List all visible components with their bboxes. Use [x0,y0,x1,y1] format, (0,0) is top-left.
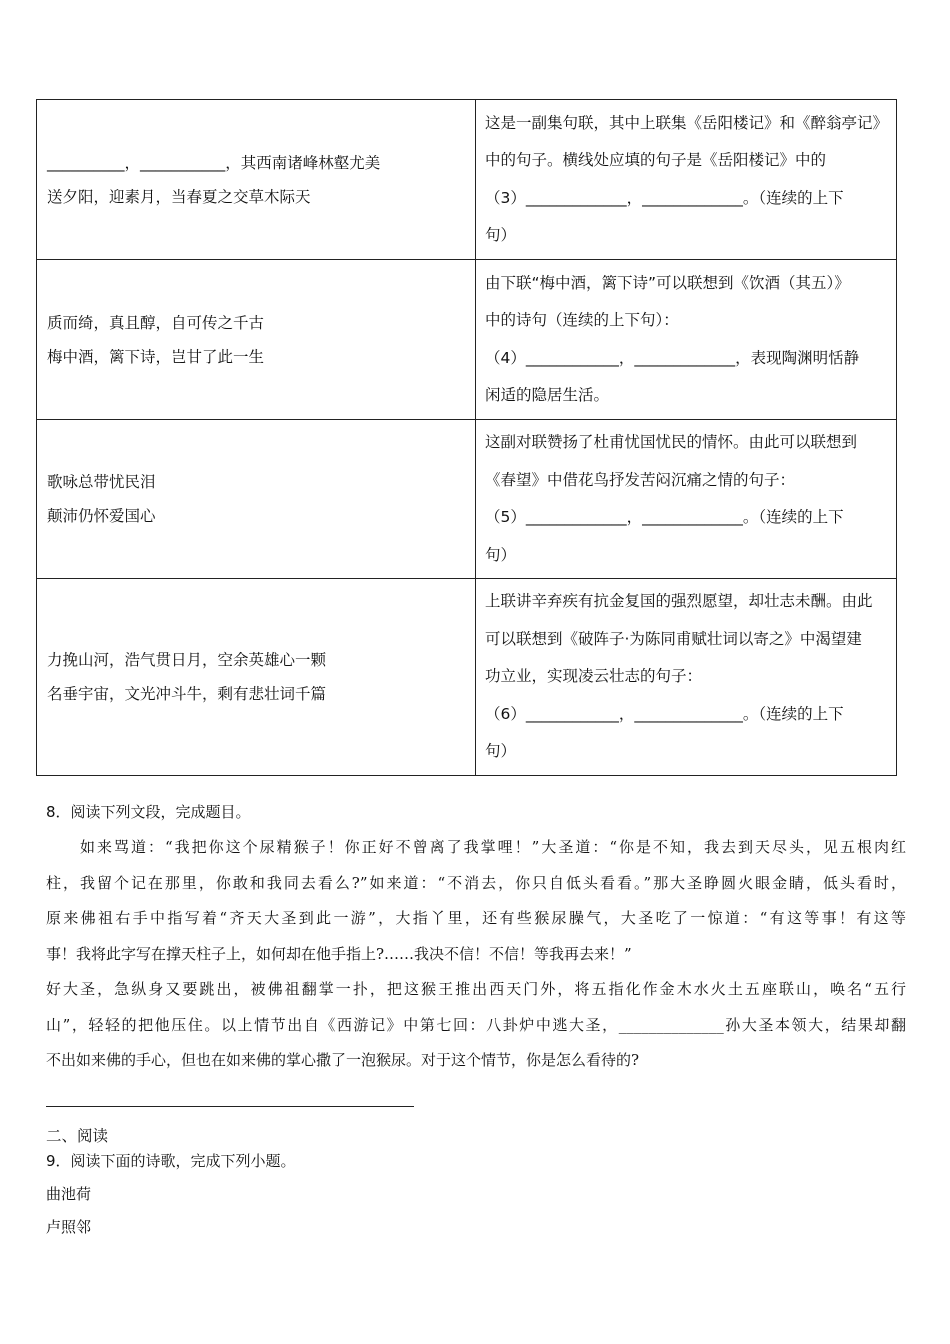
couplet-line: 名垂宇宙，文光冲斗牛，剩有悲壮词千篇 [47,685,327,703]
question-line: 中的诗句（连续的上下句）： [485,311,679,329]
question-line: 可以联想到《破阵子·为陈同甫赋壮词以寄之》中渴望建 [485,629,862,648]
question-line: 这是一副集句联，其中上联集《岳阳楼记》和《醉翁亭记》 [485,113,889,132]
passage-line: 山”，轻轻的把他压住。以上情节出自《西游记》中第七回：八卦炉中逃大圣，______________孙大圣本领大，结果却翻 [46,1016,906,1034]
question-cell [476,260,897,420]
question-cell [476,579,897,776]
question-line: 句） [485,545,517,564]
question-line: 闲适的隐居生活。 [485,386,610,404]
couplet-line: 颠沛仍怀爱国心 [47,507,156,525]
question-line: （6）____________，______________。（连续的上下 [485,704,844,723]
question-line: 句） [485,742,517,761]
poem-author: 卢照邻 [46,1218,92,1236]
passage-line: 不出如来佛的手心，但也在如来佛的掌心撒了一泡猴尿。对于这个情节，你是怎么看待的? [46,1051,640,1069]
question-line: （5）_____________，_____________。（连续的上下 [485,508,844,526]
couplet-line: __________，___________，其西南诸峰林壑尤美 [47,153,381,172]
table-row [37,420,897,579]
poem-title: 曲池荷 [46,1185,92,1203]
answer-blank-line[interactable] [46,1106,414,1107]
question-line: 句） [485,226,517,244]
passage-line: 原来佛祖右手中指写着“齐天大圣到此一游”，大指丫里，还有些猴尿臊气，大圣吃了一惊道：“有这等事！有这等 [46,909,906,927]
couplet-cell [37,579,476,776]
question-line: 由下联“梅中酒，篱下诗”可以联想到《饮酒（其五）》 [485,273,850,292]
couplet-line: 梅中酒，篱下诗，岂甘了此一生 [47,347,265,366]
passage-line: 事！我将此字写在撑天柱子上，如何却在他手指上?……我决不信！不信！等我再去来！” [46,945,632,963]
section-heading: 二、阅读 [46,1127,109,1145]
passage-line: 如来骂道：“我把你这个尿精猴子！你正好不曾离了我掌哩！”大圣道：“你是不知，我去到天尽头，见五根肉红 [46,838,906,856]
couplet-line: 歌咏总带忧民泪 [47,473,156,491]
question-9-title: 9．阅读下面的诗歌，完成下列小题。 [46,1152,296,1170]
question-line: 上联讲辛弃疾有抗金复国的强烈愿望，却壮志未酬。由此 [485,592,873,611]
question-line: 功立业，实现凌云壮志的句子： [485,667,703,686]
table-row [37,100,897,260]
question-line: 《春望》中借花鸟抒发苦闷沉痛之情的句子： [485,470,796,489]
question-line: （4）____________，_____________，表现陶渊明恬静 [485,348,860,367]
passage-line: 好大圣，急纵身又要跳出，被佛祖翻掌一扑，把这猴王推出西天门外，将五指化作金木水火土五座联山，唤名“五行 [46,980,906,998]
couplet-cell [37,260,476,420]
couplet-cell [37,100,476,260]
table-row [37,260,897,420]
question-8-title: 8．阅读下列文段，完成题目。 [46,803,251,821]
question-cell [476,420,897,579]
couplet-line: 送夕阳，迎素月，当春夏之交草木际天 [47,187,311,206]
question-line: （3）_____________，_____________。（连续的上下 [485,188,844,207]
couplet-line: 质而绮，真且醇，自可传之千古 [47,313,265,332]
question-line: 中的句子。横线处应填的句子是《岳阳楼记》中的 [485,151,827,169]
question-line: 这副对联赞扬了杜甫忧国忧民的情怀。由此可以联想到 [485,433,858,451]
table-row [37,579,897,776]
couplet-line: 力挽山河，浩气贯日月，空余英雄心一颗 [47,651,327,669]
couplet-cell [37,420,476,579]
couplet-table [36,99,897,776]
passage-line: 柱，我留个记在那里，你敢和我同去看么?”如来道：“不消去，你只自低头看看。”那大圣睁圆火眼金睛，低头看时， [46,874,906,892]
question-cell [476,100,897,260]
